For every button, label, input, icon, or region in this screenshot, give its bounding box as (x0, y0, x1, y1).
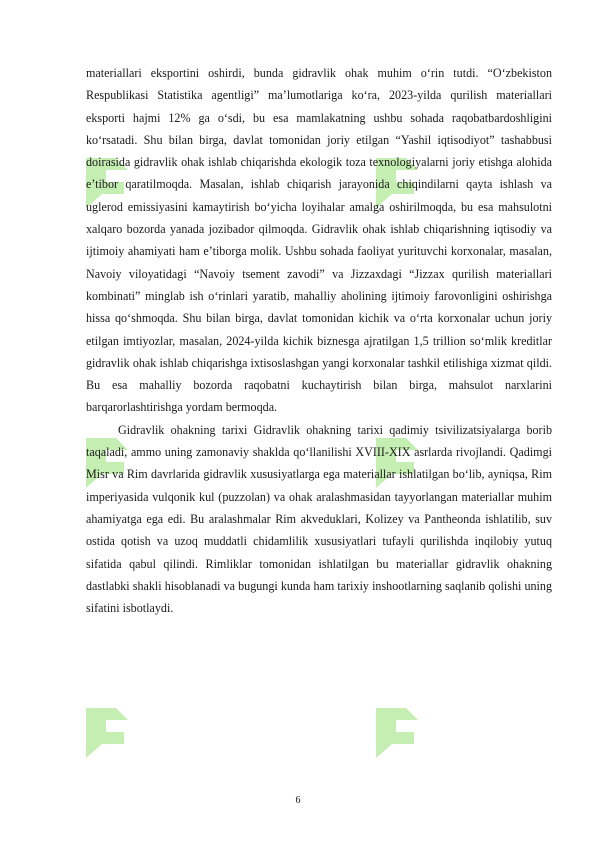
body-text (86, 62, 552, 619)
watermark-logo-icon (366, 700, 428, 762)
paragraph-1: materiallari eksportini oshirdi, bunda gidravlik ohak muhim o‘rin tutdi. “O‘zbekiston Respublikasi Statistika agentligi” ma’lumotlariga ko‘ra, 2023-yilda qurilish materiallari eksporti hajmi 12% ga o‘sdi, bu esa mamlakatning ushbu sohada raqobatbardoshligini ko‘rsatadi. Shu bilan birga, davlat tomonidan joriy etilgan “Yashil iqtisodiyot” tashabbusi doirasida gidravlik ohak ishlab chiqarishda ekologik toza texnologiyalarni joriy etishga alohida e’tibor qaratilmoqda. Masalan, ishlab chiqarish jarayonida chiqindilarni qayta ishlash va uglerod emissiyasini kamaytirish bo‘yicha loyihalar amalga oshirilmoqda, bu esa mahsulotni xalqaro bozorda yanada jozibador qilmoqda. Gidravlik ohak ishlab chiqarishning iqtisodiy va ijtimoiy ahamiyati ham e’tiborga molik. Ushbu sohada faoliyat yurituvchi korxonalar, masalan, Navoiy viloyatidagi “Navoiy tsement zavodi” va Jizzaxdagi “Jizzax qurilish materiallari kombinati” minglab ish o‘rinlari yaratib, mahalliy aholining ijtimoiy farovonligini oshirishga hissa qo‘shmoqda. Shu bilan birga, davlat tomonidan kichik va o‘rta korxonalar uchun joriy etilgan imtiyozlar, masalan, 2024-yilda kichik biznesga ajratilgan 1,5 trillion so‘mlik kreditlar gidravlik ohak ishlab chiqarishga ixtisoslashgan yangi korxonalar tashkil etilishiga xizmat qildi. Bu esa mahalliy bozorda raqobatni kuchaytirish bilan birga, mahsulot narxlarini barqarorlashtirishga yordam bermoqda. (86, 66, 552, 415)
page-number: 6 (295, 795, 301, 806)
paragraph-2: Gidravlik ohakning tarixi Gidravlik ohakning tarixi qadimiy tsivilizatsiyalarga borib taqaladi, ammo uning zamonaviy shaklda qo‘llanilishi XVIII-XIX asrlarda rivojlandi. Qadimgi Misr va Rim davrlarida gidravlik xususiyatlarga ega materiallar ishlatilgan bo‘lib, ayniqsa, Rim imperiyasida vulqonik kul (puzzolan) va ohak aralashmasidan tayyorlangan materiallar muhim ahamiyatga ega edi. Bu aralashmalar Rim akveduklari, Kolizey va Pantheonda ishlatilib, suv ostida qotish va uzoq muddatli chidamlilik xususiyatlari tufayli qurilishda inqilobiy yutuq sifatida qabul qilindi. Rimliklar tomonidan ishlatilgan bu materiallar gidravlik ohakning dastlabki shakli hisoblanadi va bugungi kunda ham tarixiy inshootlarning saqlanib qolishi uning sifatini isbotlaydi. (86, 422, 552, 616)
watermark-logo-icon (76, 700, 138, 762)
